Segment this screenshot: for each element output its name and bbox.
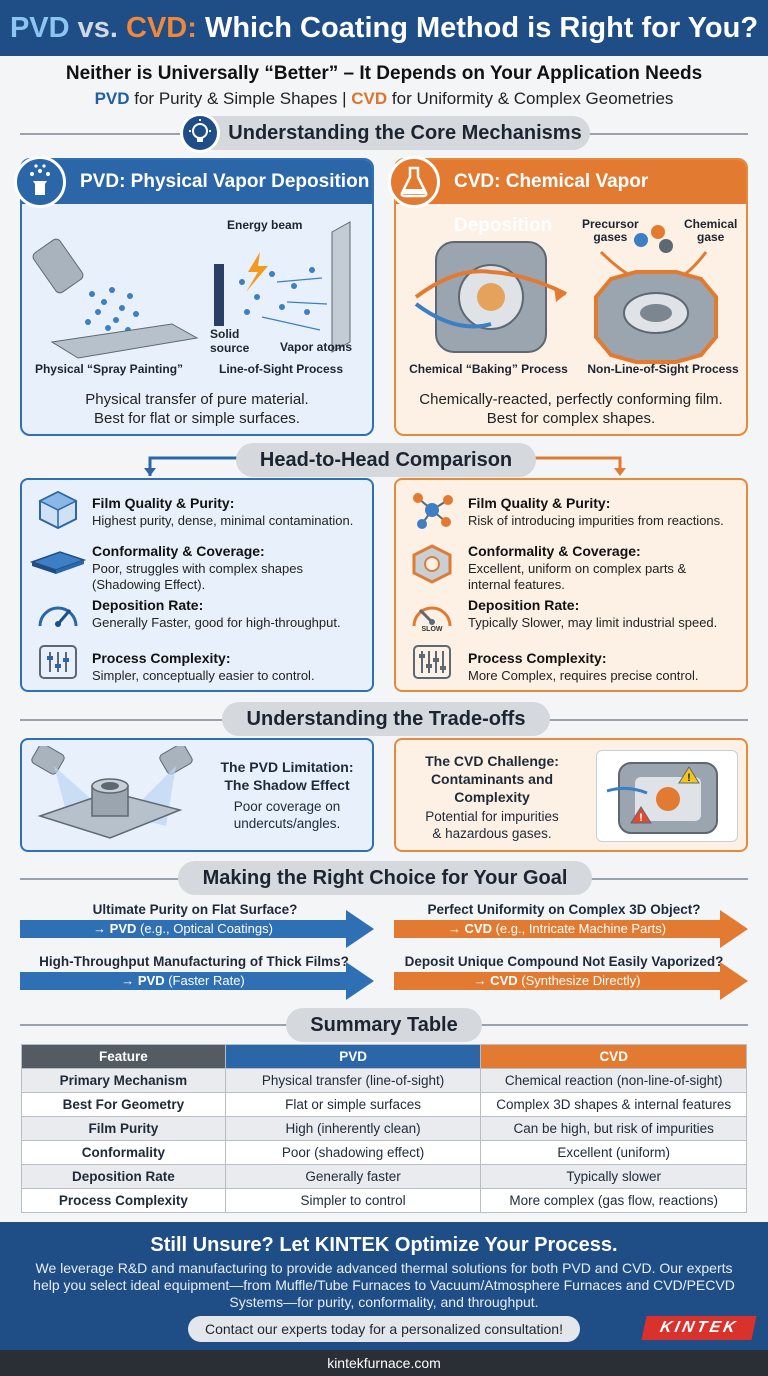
cvd-tradeoff-title-2: Contaminants and (430, 771, 554, 787)
pvd-comparison-panel (20, 478, 374, 692)
contaminant-chamber-diagram (596, 750, 738, 842)
pvd-desc-2: Best for flat or simple surfaces. (94, 410, 300, 427)
cvd-item-3-title: Deposition Rate: (468, 597, 580, 613)
title-vs: vs. (69, 12, 127, 44)
choice-2-answer (394, 920, 720, 938)
table-row (22, 1141, 747, 1165)
pvd-cap-spray: Physical “Spray Painting” (34, 362, 184, 376)
choice-4-arrowhead (720, 962, 748, 1000)
table-cell: More complex (gas flow, reactions) (481, 1189, 747, 1213)
website-link[interactable]: kintekfurnace.com (0, 1350, 768, 1376)
choice-1-question: Ultimate Purity on Flat Surface? (92, 902, 298, 917)
pvd-item-4-text: Simpler, conceptually easier to control. (92, 668, 315, 683)
cvd-panel-title: CVD: Chemical Vapor Deposition (396, 160, 746, 204)
cvd-tradeoff-text-1: Potential for impurities (425, 809, 559, 824)
cvd-desc-2: Best for complex shapes. (486, 410, 656, 427)
flask-icon (388, 156, 440, 208)
section-summary-heading (286, 1008, 482, 1042)
table-row (22, 1117, 747, 1141)
shadow-effect-diagram (30, 746, 200, 846)
pvd-tradeoff-text-1: Poor coverage on (233, 799, 341, 814)
choice-2-question: Perfect Uniformity on Complex 3D Object? (427, 902, 701, 917)
cvd-tradeoff-text-2: & hazardous gases. (432, 826, 552, 841)
table-row (22, 1069, 747, 1093)
fast-gauge-icon (36, 596, 80, 632)
choice-2-arrowhead (720, 910, 748, 948)
footer-body: We leverage R&D and manufacturing to provide advanced thermal solutions for both PVD and CVD. Our experts help you select ideal equipment—from Muffle/Tube Furnaces to Vacuum/Atmosphere Furnaces and CVD/PECVD Systems—for purity, conformality, and throughput. (33, 1260, 735, 1310)
section-tradeoffs-heading (222, 702, 550, 736)
cvd-item-1-title: Film Quality & Purity: (468, 495, 611, 511)
choice-1-arrowhead (346, 910, 374, 948)
title-pvd: PVD (9, 12, 70, 44)
table-cell: Chemical reaction (non-line-of-sight) (481, 1069, 747, 1093)
choice-3-question: High-Throughput Manufacturing of Thick Films? (39, 954, 349, 969)
table-header-cvd: CVD (481, 1045, 747, 1069)
choice-3-arrowhead (346, 962, 374, 1000)
vapor-atoms-label: Vapor atoms (280, 340, 353, 354)
choice-3-answer-method: → PVD (121, 973, 165, 988)
pvd-tradeoff-title-1: The PVD Limitation: (220, 759, 354, 775)
table-cell: Generally faster (225, 1165, 481, 1189)
page-title (0, 0, 768, 56)
footer (0, 1222, 768, 1350)
cvd-item-4-text: More Complex, requires precise control. (468, 668, 699, 683)
precursor-gases-label: Precursor gases (582, 217, 639, 244)
table-cell: Complex 3D shapes & internal features (481, 1093, 747, 1117)
table-header-row (22, 1045, 747, 1069)
pvd-tradeoff-title (202, 758, 372, 794)
table-row (22, 1165, 747, 1189)
subtitle: Neither is Universally “Better” – It Depends on Your Application Needs (65, 63, 703, 84)
flat-plate-icon (30, 548, 86, 576)
solid-source-label: Solid source (210, 327, 250, 355)
table-cell: Poor (shadowing effect) (225, 1141, 481, 1165)
kintek-logo[interactable]: KINTEK (641, 1316, 756, 1340)
section-choice-label: Making the Right Choice for Your Goal (202, 867, 568, 889)
cvd-desc-1: Chemically-reacted, perfectly conforming film. (419, 391, 723, 408)
cvd-item-3-text: Typically Slower, may limit industrial speed. (468, 615, 718, 630)
pvd-item-2-title: Conformality & Coverage: (92, 543, 265, 559)
table-cell: Typically slower (481, 1165, 747, 1189)
section-tradeoffs-label: Understanding the Trade-offs (246, 708, 526, 730)
table-cell: Primary Mechanism (22, 1069, 226, 1093)
section-choice-heading (178, 861, 592, 895)
pvd-item-1-title: Film Quality & Purity: (92, 495, 235, 511)
table-cell: High (inherently clean) (225, 1117, 481, 1141)
pvd-tradeoff-text (202, 798, 372, 832)
table-cell: Can be high, but risk of impurities (481, 1117, 747, 1141)
pvd-cap-line: Line-of-Sight Process (218, 362, 343, 376)
table-cell: Deposition Rate (22, 1165, 226, 1189)
cvd-item-2-title: Conformality & Coverage: (468, 543, 641, 559)
cvd-tradeoff-title-1: The CVD Challenge: (425, 753, 559, 769)
cvd-tradeoff-title-3: Complexity (454, 789, 530, 805)
choice-1-answer (20, 920, 346, 938)
svg-text:!: ! (687, 772, 691, 784)
tagline (0, 89, 768, 109)
title-cvd: CVD: (126, 12, 197, 44)
cvd-tradeoff-title (402, 752, 582, 806)
control-panel-icon (38, 644, 78, 680)
choice-4-answer-method: → CVD (473, 973, 518, 988)
cvd-item-1-text: Risk of introducing impurities from reactions. (468, 513, 724, 528)
table-cell: Excellent (uniform) (481, 1141, 747, 1165)
pvd-item-3-text: Generally Faster, good for high-throughput. (92, 615, 341, 630)
choice-1-answer-method: → PVD (93, 921, 137, 936)
summary-table (21, 1044, 747, 1213)
table-cell: Conformality (22, 1141, 226, 1165)
mixer-panel-icon (412, 644, 452, 680)
pvd-item-1-text: Highest purity, dense, minimal contamination. (92, 513, 354, 528)
cvd-item-2-text: Excellent, uniform on complex parts & internal features. (468, 561, 687, 592)
cvd-comparison-panel (394, 478, 748, 692)
table-cell: Process Complexity (22, 1189, 226, 1213)
pvd-item-2-text: Poor, struggles with complex shapes (Shadowing Effect). (92, 561, 303, 592)
svg-text:!: ! (639, 812, 643, 824)
pvd-panel (20, 158, 374, 436)
contact-button[interactable]: Contact our experts today for a personalized consultation! (188, 1316, 580, 1342)
title-rest: Which Coating Method is Right for You? (196, 12, 759, 44)
table-cell: Simpler to control (225, 1189, 481, 1213)
table-cell: Film Purity (22, 1117, 226, 1141)
table-row (22, 1189, 747, 1213)
tagline-cvd-text: for Uniformity & Complex Geometries (387, 89, 674, 108)
lightbulb-icon (180, 113, 220, 153)
cvd-tradeoff-panel (394, 738, 748, 852)
choice-1-answer-note: (e.g., Optical Coatings) (136, 921, 273, 936)
energy-beam-label: Energy beam (227, 218, 303, 232)
choice-4-question: Deposit Unique Compound Not Easily Vaporized? (404, 954, 724, 969)
cvd-cap-baking: Chemical “Baking” Process (409, 362, 568, 376)
spray-nozzle-icon (14, 156, 66, 208)
section-summary-label: Summary Table (310, 1014, 458, 1036)
pvd-panel-title: PVD: Physical Vapor Deposition (22, 160, 372, 204)
choice-2-answer-note: (e.g., Intricate Machine Parts) (491, 921, 667, 936)
slow-label: SLOW (421, 626, 443, 633)
molecule-icon (410, 490, 454, 530)
footer-heading: Still Unsure? Let KINTEK Optimize Your Process. (150, 1234, 618, 1256)
table-row (22, 1093, 747, 1117)
pvd-item-4-title: Process Complexity: (92, 650, 231, 666)
choice-3-answer-note: (Faster Rate) (164, 973, 245, 988)
pvd-tradeoff-text-2: undercuts/angles. (233, 816, 341, 831)
choice-2-answer-method: → CVD (447, 921, 492, 936)
choice-4-answer (394, 972, 720, 990)
cvd-tradeoff-text (402, 808, 582, 842)
tagline-pvd: PVD (94, 89, 130, 108)
tagline-cvd: CVD (351, 89, 388, 108)
cvd-cap-nonline: Non-Line-of-Sight Process (587, 362, 739, 376)
chemical-gas-label: Chemical gase (684, 217, 738, 244)
table-cell: Physical transfer (line-of-sight) (225, 1069, 481, 1093)
pvd-tradeoff-title-2: The Shadow Effect (224, 777, 350, 793)
cvd-item-4-title: Process Complexity: (468, 650, 607, 666)
section-core-label: Understanding the Core Mechanisms (228, 122, 582, 144)
cvd-panel (394, 158, 748, 436)
pvd-desc-1: Physical transfer of pure material. (85, 391, 309, 408)
table-header-feature: Feature (22, 1045, 226, 1069)
table-cell: Best For Geometry (22, 1093, 226, 1117)
pvd-tradeoff-panel (20, 738, 374, 852)
pvd-item-3-title: Deposition Rate: (92, 597, 204, 613)
choice-3-answer (20, 972, 346, 990)
section-h2h-heading (236, 443, 536, 477)
table-cell: Flat or simple surfaces (225, 1093, 481, 1117)
section-core-heading (190, 116, 590, 150)
tagline-pvd-text: for Purity & Simple Shapes | (129, 89, 352, 108)
crystal-cube-icon (36, 490, 80, 530)
coated-block-icon (410, 544, 454, 584)
choice-4-answer-note: (Synthesize Directly) (517, 973, 641, 988)
section-h2h-label: Head-to-Head Comparison (259, 449, 513, 471)
table-header-pvd: PVD (225, 1045, 481, 1069)
